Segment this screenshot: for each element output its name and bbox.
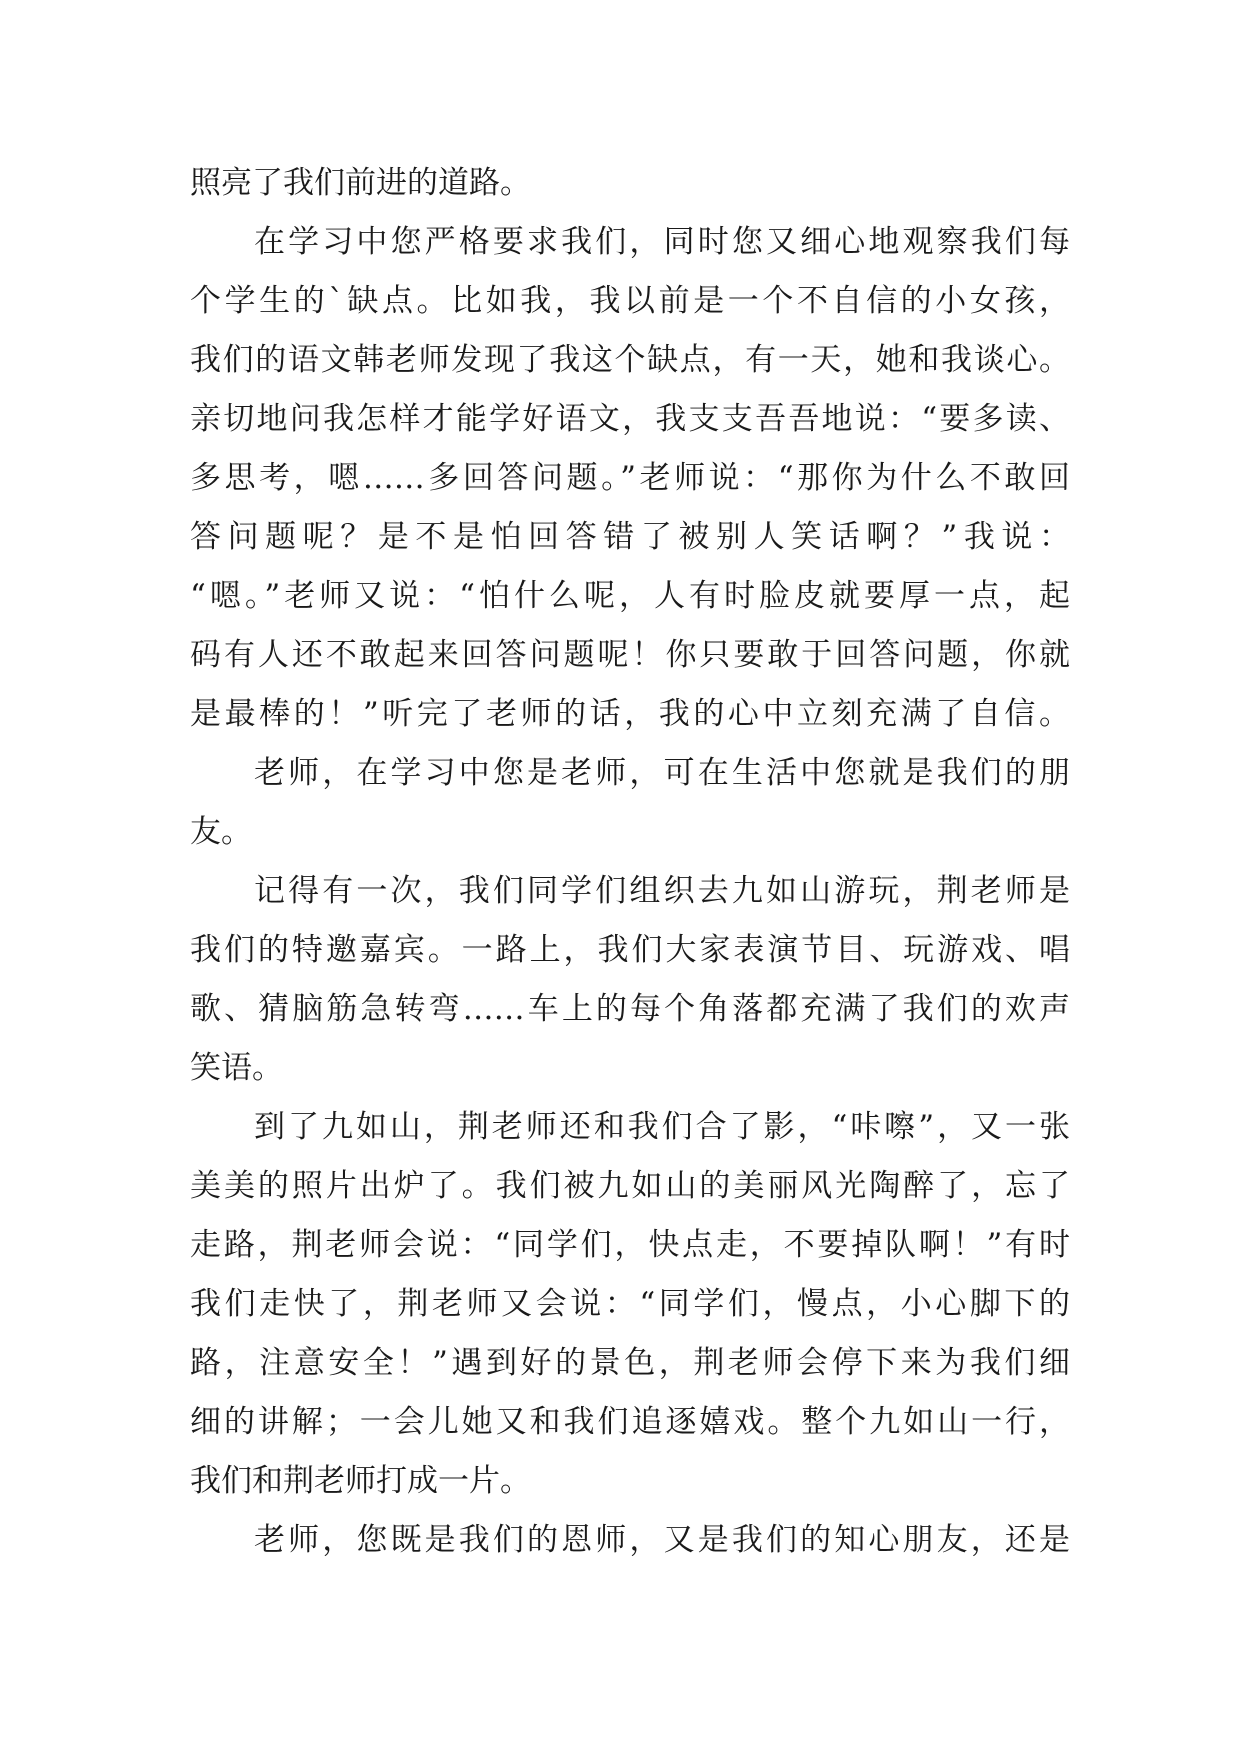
text-line: 答问题呢？是不是怕回答错了被别人笑话啊？”我说： — [190, 519, 1070, 555]
text-line: 码有人还不敢起来回答问题呢！你只要敢于回答问题，你就 — [190, 637, 1070, 673]
text-line: 记得有一次，我们同学们组织去九如山游玩，荆老师是 — [254, 873, 1070, 909]
text-line: 我们的语文韩老师发现了我这个缺点，有一天，她和我谈心。 — [190, 342, 1070, 378]
text-line: 美美的照片出炉了。我们被九如山的美丽风光陶醉了，忘了 — [190, 1168, 1070, 1204]
text-line: 亲切地问我怎样才能学好语文，我支支吾吾地说：“要多读、 — [190, 401, 1070, 437]
text-line: 照亮了我们前进的道路。 — [190, 165, 531, 201]
text-line: 是最棒的！”听完了老师的话，我的心中立刻充满了自信。 — [190, 696, 1070, 732]
text-line: 路，注意安全！”遇到好的景色，荆老师会停下来为我们细 — [190, 1345, 1070, 1381]
text-line: 到了九如山，荆老师还和我们合了影，“咔嚓”，又一张 — [254, 1109, 1070, 1145]
text-line: 走路，荆老师会说：“同学们，快点走，不要掉队啊！”有时 — [190, 1227, 1070, 1263]
text-line: 我们和荆老师打成一片。 — [190, 1463, 531, 1499]
text-line: 歌、猜脑筋急转弯……车上的每个角落都充满了我们的欢声 — [190, 991, 1070, 1027]
text-line: 在学习中您严格要求我们，同时您又细心地观察我们每 — [254, 224, 1070, 260]
text-line: 老师，您既是我们的恩师，又是我们的知心朋友，还是 — [254, 1522, 1070, 1558]
text-line: 个学生的`缺点。比如我，我以前是一个不自信的小女孩， — [190, 283, 1070, 319]
text-line: 多思考，嗯……多回答问题。”老师说：“那你为什么不敢回 — [190, 460, 1070, 496]
body-text — [190, 154, 1070, 1570]
text-line: 我们走快了，荆老师又会说：“同学们，慢点，小心脚下的 — [190, 1286, 1070, 1322]
text-line: 笑语。 — [190, 1050, 283, 1086]
text-line: 友。 — [190, 814, 252, 850]
text-line: 我们的特邀嘉宾。一路上，我们大家表演节目、玩游戏、唱 — [190, 932, 1070, 968]
text-line: 老师，在学习中您是老师，可在生活中您就是我们的朋 — [254, 755, 1070, 791]
text-line: 细的讲解；一会儿她又和我们追逐嬉戏。整个九如山一行， — [190, 1404, 1070, 1440]
text-line: “嗯。”老师又说：“怕什么呢，人有时脸皮就要厚一点，起 — [190, 578, 1070, 614]
